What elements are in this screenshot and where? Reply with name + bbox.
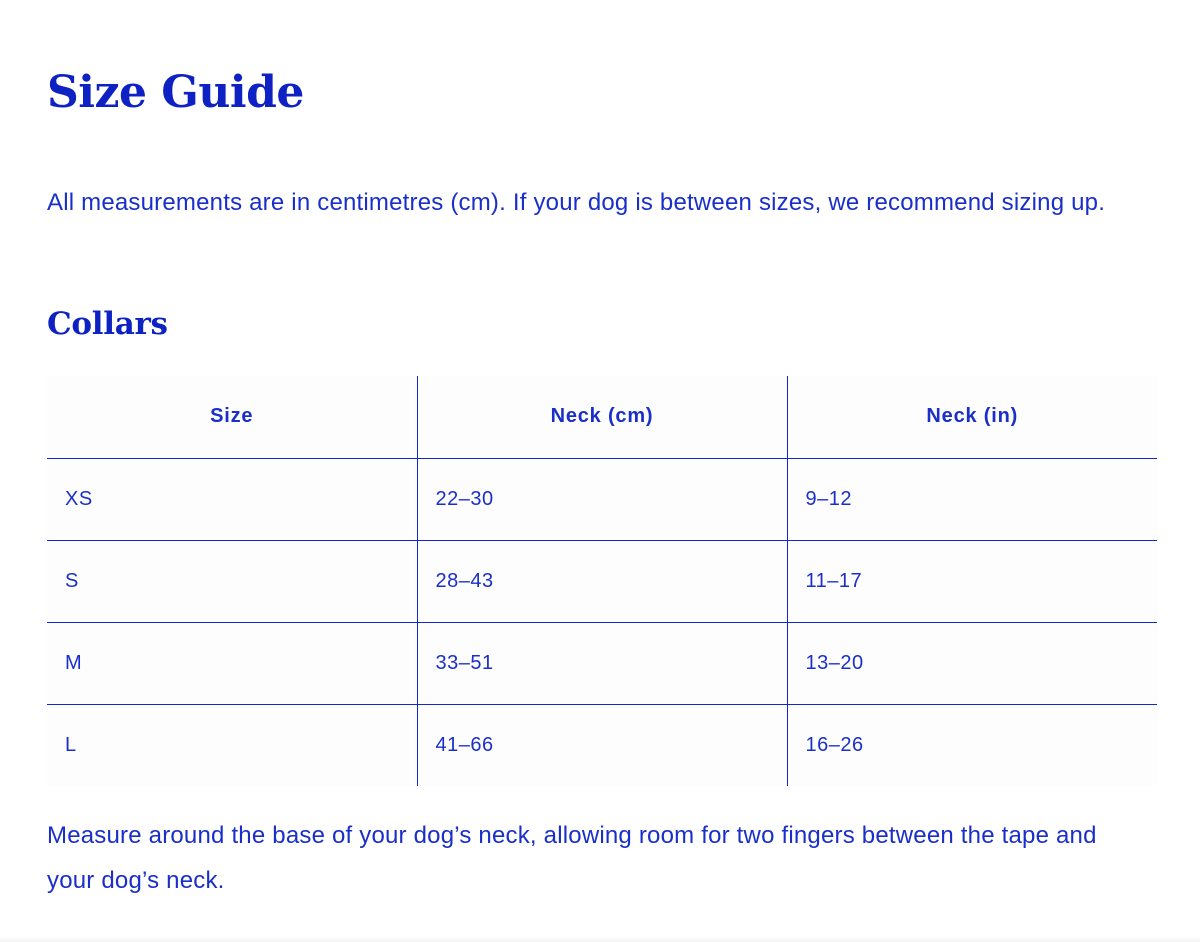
cell-size: M xyxy=(47,622,417,704)
intro-text: All measurements are in centimetres (cm). If your dog is between sizes, we recommend sizing up. xyxy=(47,189,1106,216)
collar-size-table xyxy=(47,376,1157,786)
cell-size: S xyxy=(47,540,417,622)
cell-neck-in: 11–17 xyxy=(787,540,1157,622)
cell-neck-cm: 28–43 xyxy=(417,540,787,622)
table-header-row xyxy=(47,376,1157,458)
cell-neck-in: 16–26 xyxy=(787,704,1157,786)
table-row xyxy=(47,704,1157,786)
cell-neck-in: 9–12 xyxy=(787,458,1157,540)
cell-size: L xyxy=(65,733,77,756)
column-header-size: Size xyxy=(47,376,417,458)
table-row xyxy=(47,540,1157,622)
section-title-collars: Collars xyxy=(47,306,168,342)
cell-neck-cm: 22–30 xyxy=(417,458,787,540)
cell-neck-cm: 41–66 xyxy=(417,704,787,786)
measurement-note: Measure around the base of your dog’s neck, allowing room for two fingers between the tape and your dog’s neck. xyxy=(47,822,1097,894)
cell-neck-cm: 33–51 xyxy=(417,622,787,704)
column-header-neck-in: Neck (in) xyxy=(787,376,1157,458)
page-title: Size Guide xyxy=(47,67,304,118)
table-row xyxy=(47,458,1157,540)
cell-neck-in: 13–20 xyxy=(787,622,1157,704)
bottom-edge-shadow xyxy=(0,936,1200,942)
table-row xyxy=(47,622,1157,704)
column-header-neck-cm: Neck (cm) xyxy=(417,376,787,458)
cell-size: XS xyxy=(47,458,417,540)
